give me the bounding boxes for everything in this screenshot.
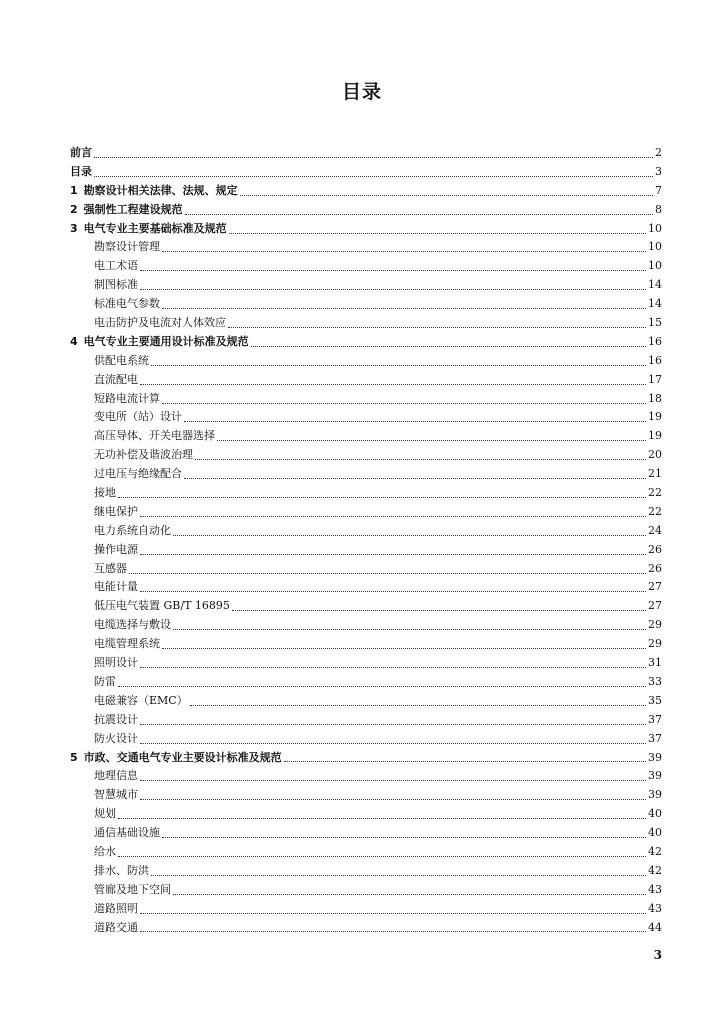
toc-entry-label: 排水、防洪 — [94, 863, 149, 877]
toc-entry-label: 接地 — [94, 486, 116, 500]
toc-section-entry[interactable] — [70, 597, 662, 616]
toc-section-entry[interactable] — [70, 862, 662, 881]
toc-leader-dots — [140, 667, 646, 668]
toc-section-entry[interactable] — [70, 371, 662, 390]
toc-entry-page: 24 — [648, 523, 662, 537]
toc-entry-label: 电工术语 — [94, 259, 138, 273]
toc-entry-page: 39 — [648, 750, 662, 764]
toc-entry-label: 给水 — [94, 844, 116, 858]
toc-leader-dots — [173, 535, 646, 536]
toc-entry-label: 管廊及地下空间 — [94, 882, 171, 896]
toc-entry-page: 43 — [648, 882, 662, 896]
toc-leader-dots — [151, 365, 646, 366]
toc-entry-label: 过电压与绝缘配合 — [94, 467, 182, 481]
toc-entry-page: 29 — [648, 618, 662, 632]
toc-section-entry[interactable] — [70, 900, 662, 919]
toc-section-entry[interactable] — [70, 484, 662, 503]
toc-entry-page: 3 — [655, 164, 662, 178]
toc-entry-label: 供配电系统 — [94, 353, 149, 367]
toc-leader-dots — [284, 761, 646, 762]
toc-entry-page: 27 — [648, 580, 662, 594]
toc-leader-dots — [140, 743, 646, 744]
toc-section-entry[interactable] — [70, 805, 662, 824]
toc-entry-label: 高压导体、开关电器选择 — [94, 429, 215, 443]
toc-section-entry[interactable] — [70, 257, 662, 276]
toc-entry-page: 44 — [648, 920, 662, 934]
toc-entry-page: 15 — [648, 316, 662, 330]
toc-entry-label: 规划 — [94, 807, 116, 821]
toc-entry-page: 33 — [648, 674, 662, 688]
toc-entry-page: 17 — [648, 372, 662, 386]
toc-entry-page: 14 — [648, 297, 662, 311]
toc-chapter-entry[interactable] — [70, 220, 662, 239]
toc-entry-label: 电气专业主要通用设计标准及规范 — [83, 334, 249, 348]
toc-section-entry[interactable] — [70, 711, 662, 730]
toc-leader-dots — [118, 497, 646, 498]
toc-leader-dots — [140, 591, 646, 592]
toc-entry-page: 37 — [648, 731, 662, 745]
toc-entry-page: 26 — [648, 542, 662, 556]
toc-section-entry[interactable] — [70, 295, 662, 314]
toc-entry-page: 22 — [648, 486, 662, 500]
toc-entry-page: 43 — [648, 901, 662, 915]
toc-chapter-entry[interactable] — [70, 163, 662, 182]
toc-section-entry[interactable] — [70, 919, 662, 938]
toc-entry-page: 42 — [648, 863, 662, 877]
toc-entry-label: 无功补偿及谐波治理 — [94, 448, 193, 462]
toc-leader-dots — [190, 705, 646, 706]
toc-leader-dots — [118, 686, 646, 687]
toc-entry-label: 道路照明 — [94, 901, 138, 915]
toc-leader-dots — [162, 308, 646, 309]
toc-leader-dots — [94, 157, 653, 158]
toc-entry-page: 31 — [648, 656, 662, 670]
toc-entry-label: 继电保护 — [94, 504, 138, 518]
toc-chapter-entry[interactable] — [70, 144, 662, 163]
toc-leader-dots — [140, 554, 646, 555]
toc-entry-number: 1 — [70, 183, 78, 197]
toc-entry-page: 39 — [648, 788, 662, 802]
toc-entry-label: 低压电气装置 GB/T 16895 — [94, 599, 230, 613]
toc-leader-dots — [140, 799, 646, 800]
toc-entry-page: 14 — [648, 278, 662, 292]
toc-entry-page: 27 — [648, 599, 662, 613]
toc-leader-dots — [140, 780, 646, 781]
toc-entry-label: 短路电流计算 — [94, 391, 160, 405]
toc-entry-page: 37 — [648, 712, 662, 726]
toc-leader-dots — [140, 724, 646, 725]
toc-section-entry[interactable] — [70, 238, 662, 257]
toc-leader-dots — [240, 195, 653, 196]
toc-section-entry[interactable] — [70, 616, 662, 635]
toc-entry-page: 42 — [648, 844, 662, 858]
toc-section-entry[interactable] — [70, 408, 662, 427]
toc-chapter-entry[interactable] — [70, 333, 662, 352]
toc-entry-label: 勘察设计相关法律、法规、规定 — [83, 183, 238, 197]
toc-entry-page: 7 — [655, 183, 662, 197]
toc-leader-dots — [232, 610, 646, 611]
toc-section-entry[interactable] — [70, 276, 662, 295]
toc-entry-label: 电缆管理系统 — [94, 637, 160, 651]
toc-section-entry[interactable] — [70, 824, 662, 843]
toc-leader-dots — [162, 837, 646, 838]
toc-section-entry[interactable] — [70, 541, 662, 560]
toc-section-entry[interactable] — [70, 578, 662, 597]
toc-leader-dots — [195, 459, 646, 460]
toc-entry-label: 变电所（站）设计 — [94, 410, 182, 424]
toc-section-entry[interactable] — [70, 560, 662, 579]
toc-leader-dots — [162, 403, 646, 404]
toc-entry-page: 10 — [648, 259, 662, 273]
toc-entry-label: 照明设计 — [94, 656, 138, 670]
toc-entry-label: 道路交通 — [94, 920, 138, 934]
toc-entry-page: 16 — [648, 353, 662, 367]
toc-section-entry[interactable] — [70, 692, 662, 711]
toc-entry-page: 19 — [648, 429, 662, 443]
toc-entry-page: 8 — [655, 202, 662, 216]
toc-leader-dots — [184, 421, 646, 422]
toc-entry-page: 35 — [648, 693, 662, 707]
toc-leader-dots — [151, 875, 646, 876]
toc-entry-label: 强制性工程建设规范 — [83, 202, 183, 216]
toc-section-entry[interactable] — [70, 843, 662, 862]
toc-entry-label: 目录 — [70, 164, 92, 178]
toc-section-entry[interactable] — [70, 767, 662, 786]
toc-leader-dots — [94, 176, 653, 177]
toc-section-entry[interactable] — [70, 881, 662, 900]
toc-section-entry[interactable] — [70, 730, 662, 749]
toc-entry-page: 18 — [648, 391, 662, 405]
toc-entry-label: 市政、交通电气专业主要设计标准及规范 — [83, 750, 282, 764]
toc-entry-number: 3 — [70, 221, 78, 235]
toc-entry-page: 39 — [648, 769, 662, 783]
toc-section-entry[interactable] — [70, 635, 662, 654]
toc-entry-label: 互感器 — [94, 561, 127, 575]
toc-chapter-entry[interactable] — [70, 749, 662, 768]
toc-entry-label: 制图标准 — [94, 278, 138, 292]
toc-entry-label: 抗震设计 — [94, 712, 138, 726]
toc-entry-label: 通信基础设施 — [94, 826, 160, 840]
toc-section-entry[interactable] — [70, 446, 662, 465]
toc-leader-dots — [129, 573, 646, 574]
toc-section-entry[interactable] — [70, 786, 662, 805]
toc-entry-label: 前言 — [70, 146, 92, 159]
toc-entry-label: 智慧城市 — [94, 788, 138, 802]
toc-entry-label: 电磁兼容（EMC） — [94, 693, 188, 707]
toc-leader-dots — [140, 931, 646, 932]
toc-leader-dots — [140, 289, 646, 290]
toc-leader-dots — [162, 251, 646, 252]
toc-leader-dots — [118, 856, 646, 857]
toc-chapter-entry[interactable] — [70, 182, 662, 201]
toc-entry-page: 10 — [648, 240, 662, 254]
toc-leader-dots — [140, 913, 646, 914]
toc-leader-dots — [140, 270, 646, 271]
toc-section-entry[interactable] — [70, 427, 662, 446]
toc-entry-page: 26 — [648, 561, 662, 575]
toc-entry-label: 操作电源 — [94, 542, 138, 556]
toc-entry-number: 5 — [70, 750, 78, 764]
toc-entry-page: 22 — [648, 504, 662, 518]
toc-entry-label: 电力系统自动化 — [94, 523, 171, 537]
toc-leader-dots — [229, 233, 646, 234]
toc-entry-page: 19 — [648, 410, 662, 424]
toc-section-entry[interactable] — [70, 314, 662, 333]
toc-entry-page: 20 — [648, 448, 662, 462]
toc-entry-label: 电击防护及电流对人体效应 — [94, 316, 226, 330]
toc-section-entry[interactable] — [70, 503, 662, 522]
toc-entry-label: 电缆选择与敷设 — [94, 618, 171, 632]
toc-leader-dots — [217, 440, 646, 441]
toc-section-entry[interactable] — [70, 465, 662, 484]
toc-entry-number: 4 — [70, 334, 78, 348]
toc-section-entry[interactable] — [70, 654, 662, 673]
toc-entry-label: 防火设计 — [94, 731, 138, 745]
toc-entry-page: 29 — [648, 637, 662, 651]
toc-leader-dots — [140, 384, 646, 385]
page-number: 3 — [653, 948, 662, 962]
toc-leader-dots — [118, 818, 646, 819]
toc-entry-label: 电能计量 — [94, 580, 138, 594]
toc-chapter-entry[interactable] — [70, 201, 662, 220]
page-title: 目录 — [341, 81, 382, 103]
toc-entry-label: 地理信息 — [94, 769, 138, 783]
table-of-contents — [70, 144, 662, 937]
toc-section-entry[interactable] — [70, 352, 662, 371]
toc-entry-page: 40 — [648, 807, 662, 821]
toc-leader-dots — [162, 648, 646, 649]
toc-section-entry[interactable] — [70, 673, 662, 692]
toc-entry-page: 40 — [648, 826, 662, 840]
toc-leader-dots — [228, 327, 646, 328]
toc-leader-dots — [251, 346, 646, 347]
toc-entry-label: 电气专业主要基础标准及规范 — [83, 221, 227, 235]
toc-leader-dots — [140, 516, 646, 517]
toc-entry-number: 2 — [70, 202, 78, 216]
toc-entry-label: 勘察设计管理 — [94, 240, 160, 254]
toc-section-entry[interactable] — [70, 390, 662, 409]
toc-section-entry[interactable] — [70, 522, 662, 541]
toc-entry-page: 10 — [648, 221, 662, 235]
toc-leader-dots — [185, 214, 653, 215]
toc-entry-label: 标准电气参数 — [94, 297, 160, 311]
toc-leader-dots — [184, 478, 646, 479]
toc-entry-label: 防雷 — [94, 674, 116, 688]
toc-entry-label: 直流配电 — [94, 372, 138, 386]
toc-entry-page: 21 — [648, 467, 662, 481]
toc-leader-dots — [173, 894, 646, 895]
toc-leader-dots — [173, 629, 646, 630]
toc-entry-page: 16 — [648, 334, 662, 348]
toc-entry-page: 2 — [655, 146, 662, 159]
